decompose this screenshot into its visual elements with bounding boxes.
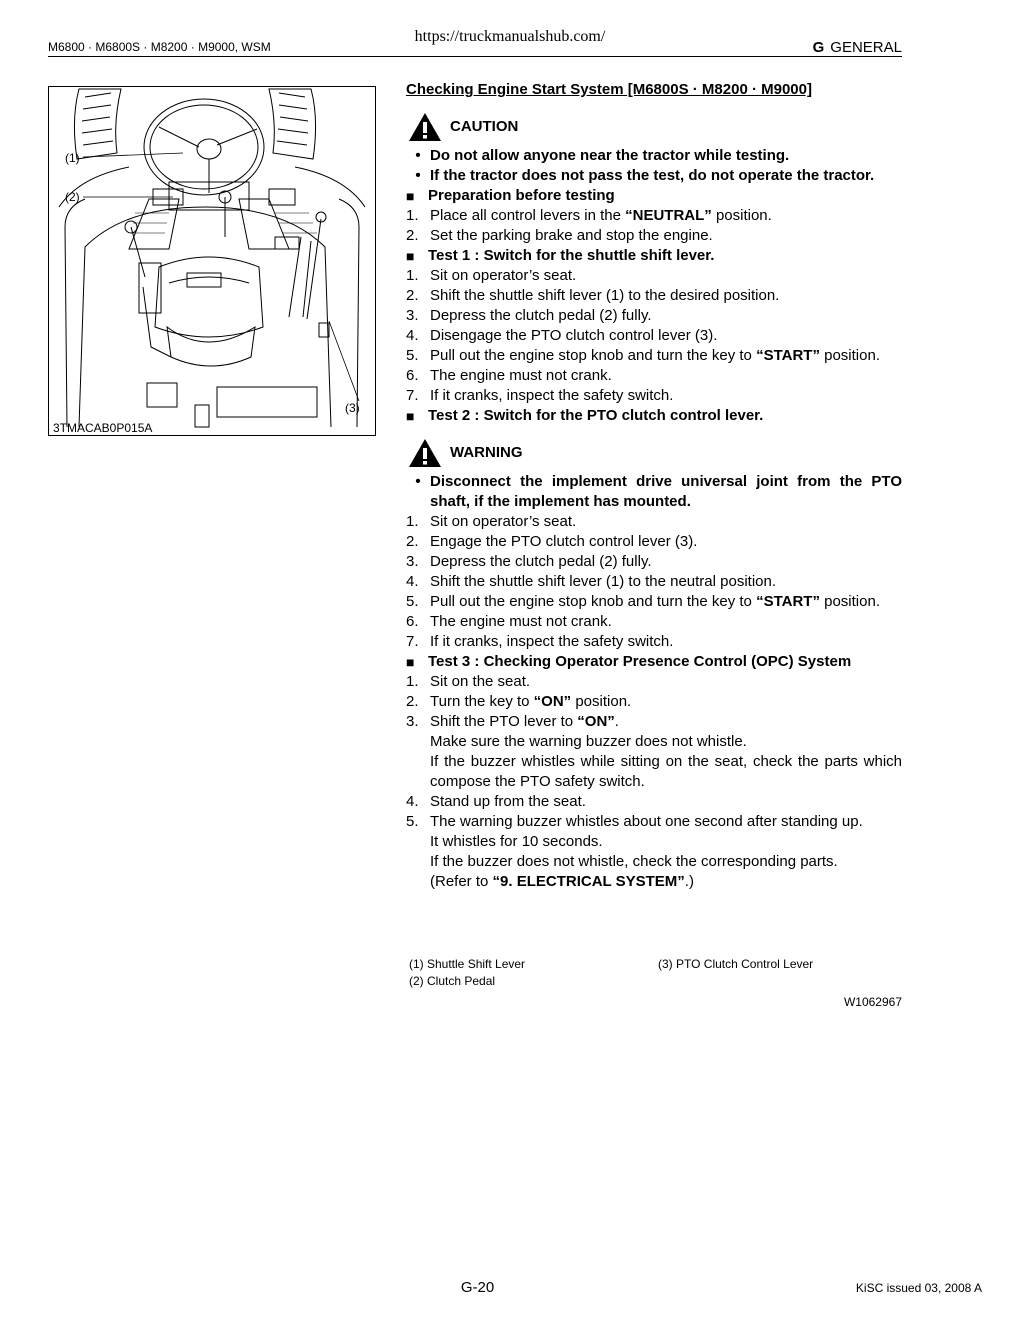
step-text: Depress the clutch pedal (2) fully. xyxy=(430,307,652,324)
test2-steps xyxy=(406,512,902,652)
step-number: 2. xyxy=(406,533,419,550)
step-item xyxy=(406,306,902,326)
step-text: The engine must not crank. xyxy=(430,613,612,630)
step-item xyxy=(406,572,902,592)
step-text: It whistles for 10 seconds. xyxy=(430,833,603,850)
callout-3: (3) xyxy=(345,401,360,415)
step-text: Place all control levers in the “NEUTRAL” position. xyxy=(430,207,772,224)
step-number: 6. xyxy=(406,613,419,630)
issue-info: KiSC issued 03, 2008 A xyxy=(855,1281,982,1295)
caution-label: CAUTION xyxy=(450,118,519,135)
step-text: Shift the shuttle shift lever (1) to the neutral position. xyxy=(430,573,777,590)
preparation-heading: ■ Preparation before testing xyxy=(406,187,615,204)
step-item xyxy=(406,226,902,246)
step-text: Sit on operator’s seat. xyxy=(430,267,577,284)
caution-item: • If the tractor does not pass the test, do not operate the tractor. xyxy=(415,167,875,184)
step-number: 5. xyxy=(406,593,419,610)
step-item xyxy=(406,366,902,386)
step-item xyxy=(406,672,902,692)
step-number: 2. xyxy=(406,227,419,244)
step-text: Turn the key to “ON” position. xyxy=(430,693,632,710)
step-number xyxy=(406,872,430,892)
warning-triangle-icon xyxy=(408,112,442,142)
callout-2: (2) xyxy=(65,190,80,204)
step-text: Depress the clutch pedal (2) fully. xyxy=(430,553,652,570)
section-letter: G xyxy=(812,39,825,56)
test3-heading: ■ Test 3 : Checking Operator Presence Control (OPC) System xyxy=(406,653,852,670)
step-item xyxy=(406,712,902,732)
step-item xyxy=(406,812,902,832)
step-number: 1. xyxy=(406,267,419,284)
legend-item-3: (3) PTO Clutch Control Lever xyxy=(658,957,814,971)
test3-steps xyxy=(406,672,902,892)
step-number: 2. xyxy=(406,287,419,304)
page-number: G-20 xyxy=(460,1279,495,1296)
step-item xyxy=(406,632,902,652)
step-number xyxy=(406,752,430,792)
callout-1: (1) xyxy=(65,151,80,165)
step-text: Pull out the engine stop knob and turn the key to “START” position. xyxy=(430,347,880,364)
step-item xyxy=(406,552,902,572)
step-number: 7. xyxy=(406,633,419,650)
step-item xyxy=(406,872,902,892)
step-text: Make sure the warning buzzer does not whistle. xyxy=(430,733,747,750)
warning-block xyxy=(408,438,902,468)
step-text: If it cranks, inspect the safety switch. xyxy=(430,633,674,650)
step-text: Disengage the PTO clutch control lever (3). xyxy=(430,327,718,344)
step-number: 1. xyxy=(406,207,419,224)
step-number: 3. xyxy=(406,713,419,730)
section-title: Checking Engine Start System [M6800S · M8200 · M9000] xyxy=(406,81,812,98)
step-number: 3. xyxy=(406,307,419,324)
warning-item: • Disconnect the implement drive universal joint from the PTO shaft, if the implement has mounted. xyxy=(415,473,902,510)
step-number: 4. xyxy=(406,327,419,344)
step-text: If the buzzer does not whistle, check the corresponding parts. xyxy=(430,853,838,870)
step-number xyxy=(406,852,430,872)
legend-item-1: (1) Shuttle Shift Lever xyxy=(409,957,526,971)
step-text: Stand up from the seat. xyxy=(430,793,586,810)
step-item xyxy=(406,326,902,346)
main-column xyxy=(406,80,902,892)
document-code: W1062967 xyxy=(843,995,902,1009)
source-url: https://truckmanualshub.com/ xyxy=(414,28,606,45)
tractor-line-drawing xyxy=(49,87,375,435)
step-text: The engine must not crank. xyxy=(430,367,612,384)
step-number: 6. xyxy=(406,367,419,384)
preparation-steps xyxy=(406,206,902,246)
step-number: 5. xyxy=(406,347,419,364)
step-item xyxy=(406,752,902,792)
step-text: Shift the PTO lever to “ON”. xyxy=(430,713,619,730)
step-item xyxy=(406,266,902,286)
step-item xyxy=(406,612,902,632)
step-item xyxy=(406,692,902,712)
step-item xyxy=(406,532,902,552)
step-item xyxy=(406,852,902,872)
test2-heading: ■ Test 2 : Switch for the PTO clutch control lever. xyxy=(406,407,764,424)
model-header: M6800 · M6800S · M8200 · M9000, WSM xyxy=(48,40,271,54)
figure-code: 3TMACAB0P015A xyxy=(53,421,153,435)
step-number: 1. xyxy=(406,673,419,690)
step-number: 7. xyxy=(406,387,419,404)
step-item xyxy=(406,346,902,366)
section-header xyxy=(813,39,902,56)
step-item xyxy=(406,592,902,612)
caution-item: • Do not allow anyone near the tractor while testing. xyxy=(415,147,790,164)
figure-legend xyxy=(409,956,902,990)
step-item xyxy=(406,792,902,812)
caution-block xyxy=(408,112,902,142)
legend-item-2: (2) Clutch Pedal xyxy=(409,974,496,988)
step-text: The warning buzzer whistles about one second after standing up. xyxy=(430,813,863,830)
step-item xyxy=(406,206,902,226)
step-item xyxy=(406,732,902,752)
step-text: Set the parking brake and stop the engine. xyxy=(430,227,713,244)
tractor-operator-area-figure xyxy=(48,86,376,436)
step-number xyxy=(406,832,430,852)
step-number: 3. xyxy=(406,553,419,570)
step-number: 2. xyxy=(406,693,419,710)
step-text: Pull out the engine stop knob and turn the key to “START” position. xyxy=(430,593,880,610)
step-text: Sit on the seat. xyxy=(430,673,531,690)
step-number: 5. xyxy=(406,813,419,830)
step-number: 1. xyxy=(406,513,419,530)
step-text: Sit on operator’s seat. xyxy=(430,513,577,530)
warning-label: WARNING xyxy=(450,444,523,461)
step-text: Engage the PTO clutch control lever (3). xyxy=(430,533,698,550)
step-item xyxy=(406,286,902,306)
step-item xyxy=(406,832,902,852)
step-number: 4. xyxy=(406,573,419,590)
header-rule xyxy=(48,56,902,57)
step-text: If the buzzer whistles while sitting on the seat, check the parts which compose the PTO safety switch. xyxy=(430,753,902,790)
warning-triangle-icon xyxy=(408,438,442,468)
test1-heading: ■ Test 1 : Switch for the shuttle shift lever. xyxy=(406,247,715,264)
step-text: (Refer to “9. ELECTRICAL SYSTEM”.) xyxy=(430,873,694,890)
step-text: If it cranks, inspect the safety switch. xyxy=(430,387,674,404)
step-number: 4. xyxy=(406,793,419,810)
step-item xyxy=(406,512,902,532)
section-name: GENERAL xyxy=(830,39,902,56)
step-number xyxy=(406,732,430,752)
test1-steps xyxy=(406,266,902,406)
step-text: Shift the shuttle shift lever (1) to the desired position. xyxy=(430,287,780,304)
step-item xyxy=(406,386,902,406)
